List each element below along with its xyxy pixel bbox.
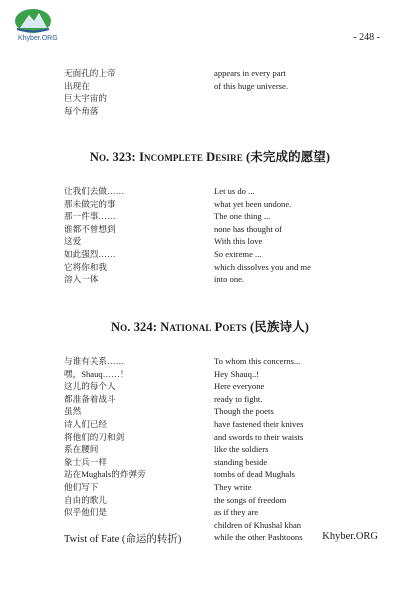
verse-line: Hey Shauq..! [214,368,260,379]
verse-line: 诗人们已经 [64,418,107,429]
verse-line: They write [214,481,252,492]
verse-line: none has thought of [214,223,283,234]
verse-line: 这儿的每个人 [64,381,116,392]
top-english-verse [214,67,288,92]
verse-line: So extreme ... [214,248,262,259]
verse-line: 那未做完的事 [64,198,116,209]
poem-323-chinese [64,185,124,286]
title-number: No. 323: [89,150,136,164]
footer-site-name: Khyber.ORG [322,531,378,542]
verse-line: 如此强烈…… [64,248,116,259]
verse-line: 每个角落 [64,105,99,116]
verse-line: 象士兵一样 [64,456,107,467]
verse-line: 溶入一体 [64,274,99,285]
title-text: Incomplete Desire [139,150,243,164]
khyber-logo [10,8,56,46]
verse-line: 都准备着战斗 [64,393,116,404]
verse-line: children of Khushal khan [214,519,302,530]
verse-line: With this love [214,236,263,247]
verse-line: 他们写下 [64,481,99,492]
top-chinese-verse [64,67,116,117]
poem-324-chinese [64,355,146,519]
verse-line: into one. [214,274,245,285]
verse-line: 虽然 [64,406,82,417]
mountain-logo-icon [14,8,52,34]
verse-line: Let us do ... [214,186,255,196]
verse-line: 谁都不曾想到 [64,223,116,234]
verse-line: 系在腰间 [64,444,99,455]
verse-line: 嘿，Shauq……！ [64,368,129,379]
verse-line: ready to fight. [214,393,263,404]
poem-323-title [0,147,420,165]
verse-line: 这爱 [64,236,82,247]
verse-line: as if they are [214,507,259,518]
verse-line: tombs of dead Mughals [214,469,295,480]
logo-text: Khyber.ORG [18,35,58,42]
verse-line: 那一件事…… [64,211,116,222]
verse-line: 自由的歌儿 [64,494,107,505]
verse-line: 与谁有关系…… [64,356,125,366]
poem-323-english [214,185,311,286]
verse-line: 似乎他们是 [64,507,107,518]
verse-line: appears in every part [214,68,286,78]
verse-line: 出现在 [64,80,90,91]
verse-line: 站在Mughals的炸弹旁 [64,469,146,480]
title-chinese: (未完成的愿望) [246,150,331,164]
verse-line: of this huge universe. [214,80,288,91]
verse-line: 它将你和我 [64,261,107,272]
verse-line: the songs of freedom [214,494,287,505]
verse-line: have fastened their knives [214,418,304,429]
verse-line: 让我们去做…… [64,186,125,196]
verse-line: 将他们的刀和剑 [64,431,125,442]
page-number: - 248 - [353,32,380,43]
verse-line: while the other Pashtoons [214,532,303,543]
poem-324-title [0,317,420,335]
title-text: National Poets [160,320,247,334]
poem-324-english [214,355,303,544]
verse-line: To whom this concerns... [214,356,301,366]
verse-line: like the soldiers [214,444,269,455]
verse-line: which dissolves you and me [214,261,311,272]
footer-book-title: Twist of Fate (命运的转折) [64,534,182,545]
verse-line: 无面孔的上帝 [64,68,116,78]
verse-line: The one thing ... [214,211,271,222]
verse-line: and swords to their waists [214,431,304,442]
verse-line: Here everyone [214,381,265,392]
title-number: No. 324: [111,320,158,334]
verse-line: 巨大宇宙的 [64,93,107,104]
verse-line: Though the poets [214,406,274,417]
title-chinese: (民族诗人) [250,320,309,334]
verse-line: standing beside [214,456,268,467]
verse-line: what yet been undone. [214,198,292,209]
